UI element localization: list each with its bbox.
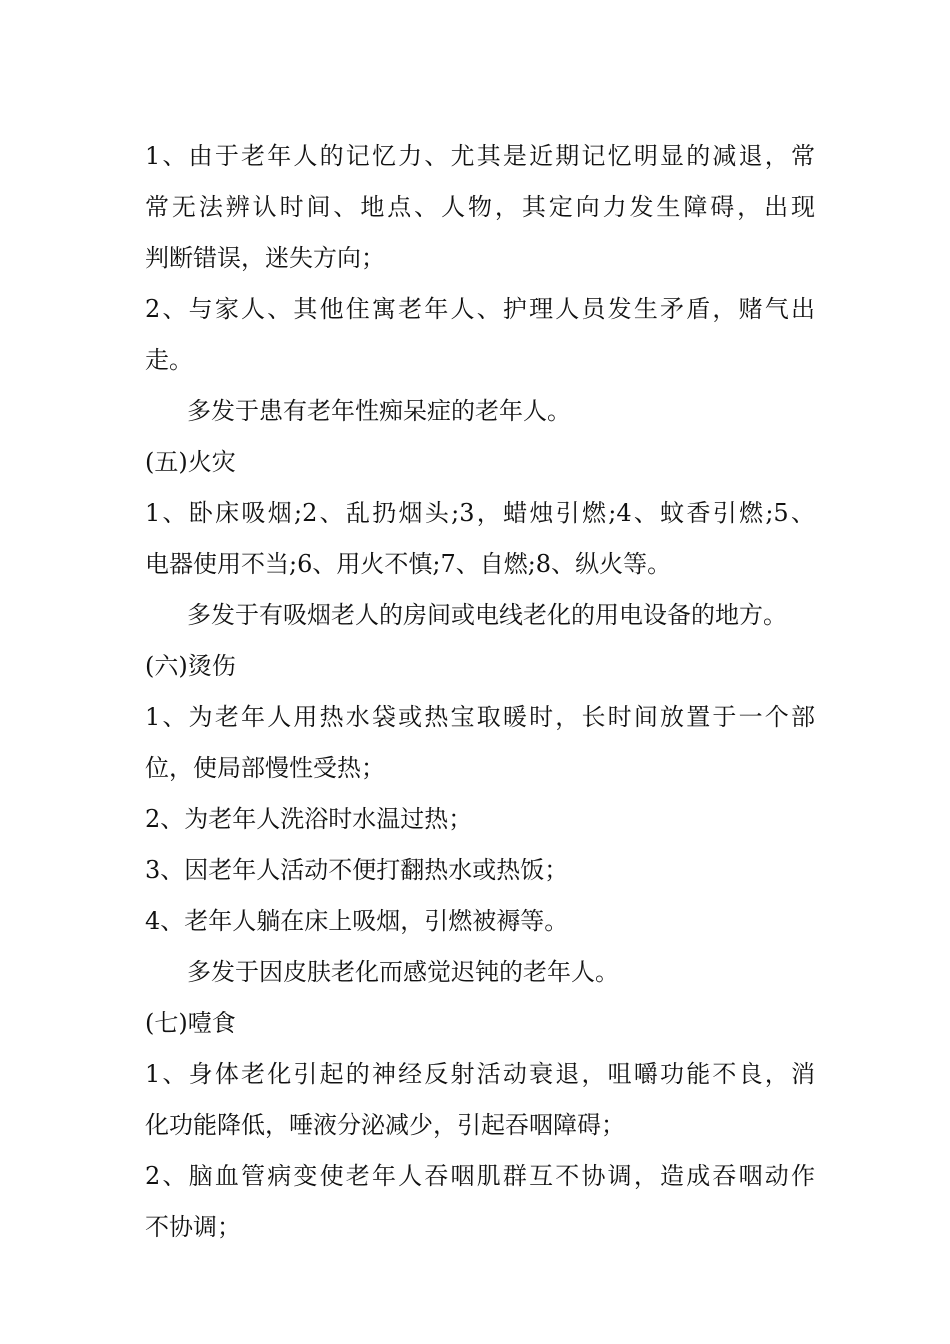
text-line: 判断错误，迷失方向； [145, 244, 385, 272]
text-line: 1、卧床吸烟;2、乱扔烟头;3，蜡烛引燃;4、蚊香引燃;5、 [145, 499, 815, 527]
text-line: 化功能降低，唾液分泌减少，引起吞咽障碍； [145, 1111, 625, 1139]
text-line: 电器使用不当;6、用火不慎;7、自燃;8、纵火等。 [145, 550, 672, 578]
paragraph-note: 多发于患有老年性痴呆症的老年人。 [187, 397, 571, 425]
document-page [145, 131, 815, 1253]
text-line: 不协调； [145, 1213, 241, 1241]
section-heading-fire: (五)火灾 [145, 448, 236, 476]
section-heading-choking: (七)噎食 [145, 1009, 236, 1037]
text-line: 1、由于老年人的记忆力、尤其是近期记忆明显的减退，常 [145, 142, 815, 170]
text-line: 2、脑血管病变使老年人吞咽肌群互不协调，造成吞咽动作 [145, 1162, 815, 1190]
paragraph-note: 多发于有吸烟老人的房间或电线老化的用电设备的地方。 [187, 601, 787, 629]
text-line: 走。 [145, 346, 193, 374]
text-line: 2、为老年人洗浴时水温过热； [145, 805, 473, 833]
text-line: 1、身体老化引起的神经反射活动衰退，咀嚼功能不良，消 [145, 1060, 815, 1088]
section-heading-scald: (六)烫伤 [145, 652, 236, 680]
paragraph-note: 多发于因皮肤老化而感觉迟钝的老年人。 [187, 958, 619, 986]
text-line: 2、与家人、其他住寓老年人、护理人员发生矛盾，赌气出 [145, 295, 815, 323]
text-line: 4、老年人躺在床上吸烟，引燃被褥等。 [145, 907, 569, 935]
text-line: 位，使局部慢性受热； [145, 754, 385, 782]
text-line: 1、为老年人用热水袋或热宝取暖时，长时间放置于一个部 [145, 703, 815, 731]
text-line: 常无法辨认时间、地点、人物，其定向力发生障碍，出现 [145, 193, 815, 221]
text-line: 3、因老年人活动不便打翻热水或热饭； [145, 856, 569, 884]
